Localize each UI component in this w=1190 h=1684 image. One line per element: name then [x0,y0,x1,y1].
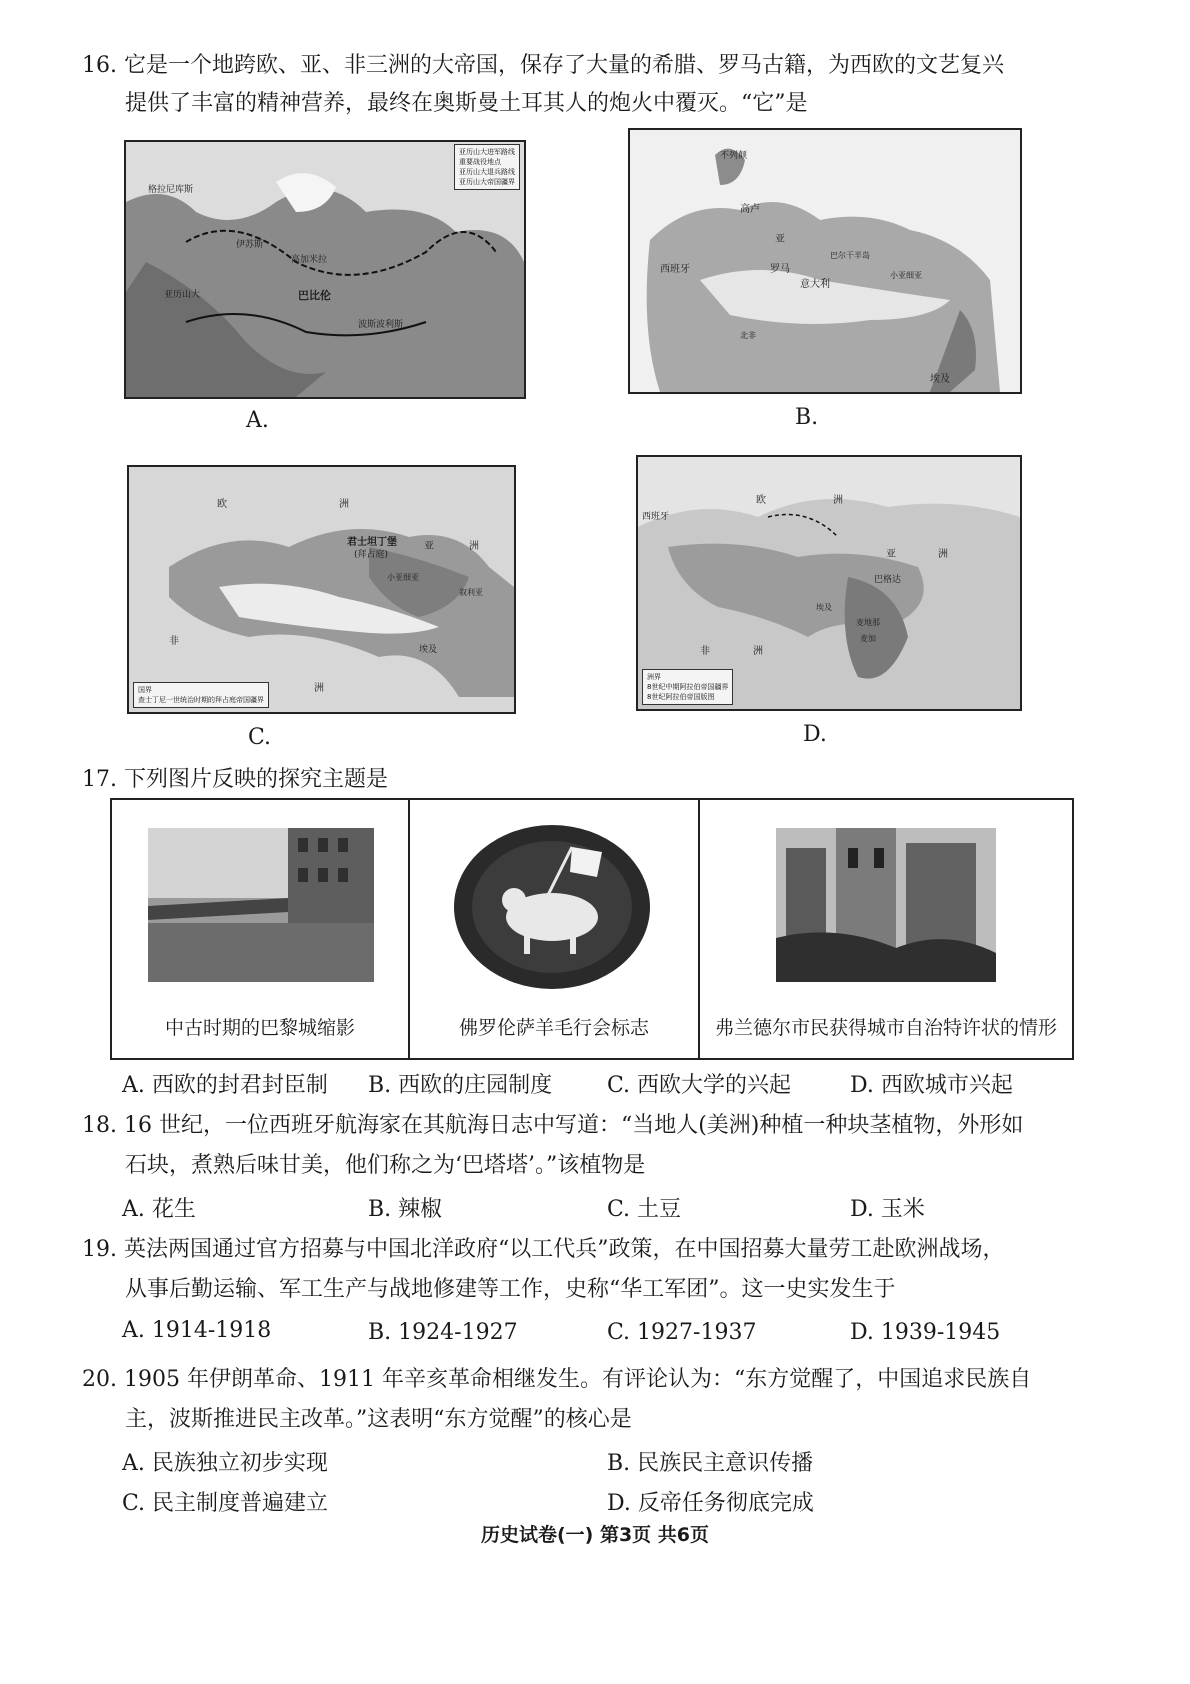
map-a-label: 亚历山大 [164,290,201,300]
map-d-legend-item: 8世纪阿拉伯帝国版图 [647,693,715,701]
q17-option-b[interactable]: B. 西欧的庄园制度 [368,1073,553,1098]
map-a-label: 波斯波利斯 [358,320,404,330]
q18-option-c[interactable]: C. 土豆 [607,1197,682,1222]
map-c-label: 洲 [314,683,324,694]
map-c-label: (拜占庭) [354,550,389,560]
map-a-alexander-empire [124,140,526,399]
map-c-label: 君士坦丁堡 [347,537,397,548]
wool-guild-emblem [452,822,652,992]
map-a-legend [454,144,520,190]
map-c-label: 欧 [217,499,227,510]
q19-option-b[interactable]: B. 1924-1927 [368,1320,518,1345]
q17-option-c[interactable]: C. 西欧大学的兴起 [607,1073,792,1098]
q18-option-a[interactable]: A. 花生 [122,1197,196,1222]
map-c-legend [133,682,269,708]
map-b-label: 意大利 [800,279,830,290]
q20-option-d[interactable]: D. 反帝任务彻底完成 [607,1491,814,1516]
map-d-label: 欧 [756,495,766,506]
map-b-letter: B. [795,405,819,430]
q18-stem-line1: 18. 16 世纪，一位西班牙航海家在其航海日志中写道：“当地人(美洲)种植一种块茎植物，外形如 [82,1113,1024,1138]
map-c-label: 亚 [424,541,434,552]
map-a-legend-item: 亚历山大进军路线 [459,148,515,156]
q17-stem: 17. 下列图片反映的探究主题是 [82,767,388,792]
map-d-legend [642,669,733,705]
map-d-legend-item: 8世纪中期阿拉伯帝国疆界 [647,683,729,691]
map-c-byzantine-empire [127,465,516,714]
map-d-label: 麦加 [860,634,876,643]
map-a-legend-item: 亚历山大帝国疆界 [459,178,515,186]
q17-image-table [110,798,1074,1060]
map-b-label: 小亚细亚 [890,271,922,280]
map-d-arab-empire [636,455,1022,711]
map-c-label: 洲 [339,499,349,510]
q16-stem-line2: 提供了丰富的精神营养，最终在奥斯曼土耳其人的炮火中覆灭。“它”是 [125,91,808,116]
q17-caption: 中古时期的巴黎城缩影 [164,1017,355,1039]
map-b-label: 巴尔干半岛 [830,251,870,260]
map-c-label: 埃及 [419,645,438,655]
map-d-label: 洲 [753,646,763,657]
map-d-label: 亚 [886,549,896,560]
q17-option-a[interactable]: A. 西欧的封君封臣制 [122,1073,328,1098]
map-a-letter: A. [246,408,269,433]
map-d-label: 非 [700,646,710,657]
q16-stem-line1: 16. 它是一个地跨欧、亚、非三洲的大帝国，保存了大量的希腊、罗马古籍，为西欧的文艺复兴 [82,53,1004,78]
map-b-label: 亚 [775,234,785,245]
map-d-label: 麦地那 [856,618,880,627]
map-d-label: 西班牙 [642,512,670,522]
q17-cell-paris [112,800,410,1058]
q20-stem-line2: 主，波斯推进民主改革。”这表明“东方觉醒”的核心是 [125,1407,632,1432]
q20-option-b[interactable]: B. 民族民主意识传播 [607,1451,814,1476]
map-a-label: 格拉尼库斯 [148,185,194,195]
q17-caption: 佛罗伦萨羊毛行会标志 [458,1017,649,1039]
map-c-legend-item: 国界 [138,686,152,694]
map-a-legend-item: 重要战役地点 [459,158,501,166]
paris-illustration [148,828,374,982]
q19-option-c[interactable]: C. 1927-1937 [607,1320,757,1345]
q20-option-c[interactable]: C. 民主制度普遍建立 [122,1491,329,1516]
q17-option-d[interactable]: D. 西欧城市兴起 [850,1073,1013,1098]
q17-cell-florence [410,800,700,1058]
map-d-letter: D. [803,722,827,747]
q20-stem-line1: 20. 1905 年伊朗革命、1911 年辛亥革命相继发生。有评论认为：“东方觉醒了，中国追求民族自 [82,1367,1032,1392]
map-b-label: 罗马 [770,264,790,275]
q20-option-a[interactable]: A. 民族独立初步实现 [122,1451,328,1476]
map-c-label: 叙利亚 [459,588,483,597]
map-a-label: 高加米拉 [291,255,328,265]
q17-cell-flanders [700,800,1072,1058]
page-footer: 历史试卷(一) 第3页 共6页 [480,1524,710,1546]
q17-caption: 弗兰德尔市民获得城市自治特许状的情形 [714,1017,1057,1039]
map-d-label: 洲 [938,549,948,560]
q19-option-d[interactable]: D. 1939-1945 [850,1320,1001,1345]
q19-stem-line2: 从事后勤运输、军工生产与战地修建等工作，史称“华工军团”。这一史实发生于 [125,1277,896,1302]
map-d-label: 巴格达 [874,575,902,585]
map-b-label: 西班牙 [660,264,690,275]
map-d-label: 洲 [833,495,843,506]
map-c-label: 洲 [469,541,479,552]
map-d-label: 埃及 [816,603,832,612]
q18-stem-line2: 石块，煮熟后味甘美，他们称之为‘巴塔塔’。”该植物是 [125,1153,646,1178]
map-d-legend-item: 洲界 [647,673,661,681]
map-a-legend-item: 亚历山大退兵路线 [459,168,515,176]
map-c-letter: C. [248,725,272,750]
map-b-label: 不列颠 [720,151,748,161]
map-c-label: 小亚细亚 [387,573,419,582]
map-c-label: 非 [169,636,179,647]
map-a-label: 巴比伦 [298,289,331,302]
map-b-label: 埃及 [930,374,950,385]
map-a-label: 伊苏斯 [236,240,264,250]
q19-option-a[interactable]: A. 1914-1918 [122,1318,272,1343]
q18-option-b[interactable]: B. 辣椒 [368,1197,443,1222]
q19-stem-line1: 19. 英法两国通过官方招募与中国北洋政府“以工代兵”政策，在中国招募大量劳工赴欧洲战场， [82,1237,1005,1262]
map-c-graphic [129,467,514,712]
map-b-label: 高卢 [740,204,760,215]
q18-option-d[interactable]: D. 玉米 [850,1197,925,1222]
flanders-charter-illustration [776,828,996,982]
map-b-label: 北非 [740,331,756,340]
map-c-legend-item: 查士丁尼一世统治时期的拜占庭帝国疆界 [138,696,264,704]
map-b-roman-empire [628,128,1022,394]
